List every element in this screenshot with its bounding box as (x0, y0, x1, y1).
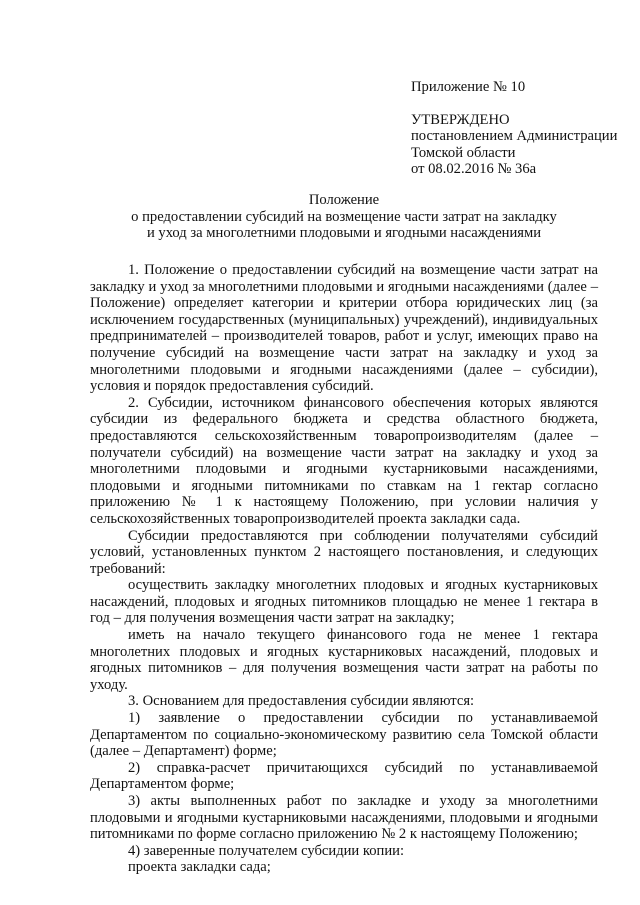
document-title (90, 192, 598, 242)
approval-block (411, 79, 631, 178)
approval-line-2: Томской области (411, 144, 516, 161)
appendix-number: Приложение № 10 (411, 79, 526, 95)
paragraph-8: 2) справка-расчет причитающихся субсидий по устанавливаемой Департаментом форме; (90, 759, 598, 793)
approved-stamp-text: УТВЕРЖДЕНО (411, 111, 510, 128)
paragraph-4: осуществить закладку многолетних плодовых и ягодных кустарниковых насаждений, плодовых и ягодных питомников площадью не менее 1 гектара в год – для получения возмещения части затрат на закладку; (90, 577, 598, 627)
approval-line-1: постановлением Администрации (411, 128, 618, 145)
title-line-1: Положение (308, 192, 380, 208)
title-line-3: и уход за многолетними плодовыми и ягодными насаждениями (146, 225, 542, 242)
paragraph-11: проекта закладки сада; (128, 859, 271, 876)
paragraph-9: 3) акты выполненных работ по закладке и уходу за многолетними плодовыми и ягодными кустарниковыми насаждениями, плодовыми и ягодными питомниками по форме согласно приложению № 2 к настоящему Положению; (90, 793, 598, 843)
paragraph-7: 1) заявление о предоставлении субсидии по устанавливаемой Департаментом по социально-экономическому развитию села Томской области (далее – Департамент) форме; (90, 710, 598, 760)
paragraph-5: иметь на начало текущего финансового года не менее 1 гектара многолетних плодовых и ягодных кустарниковых насаждений, плодовых и ягодных питомников – для получения возмещения части затрат на работы по уходу. (90, 627, 598, 693)
paragraph-1: 1. Положение о предоставлении субсидий на возмещение части затрат на закладку и уход за многолетними плодовыми и ягодными насаждениями (далее – Положение) определяет категории и критерии отбора юридических лиц (за исключением государственных (муниципальных) учреждений), индивидуальных предпринимателей – производителей товаров, работ и услуг, имеющих право на получение субсидий на возмещение части затрат на закладку и уход за многолетними плодовыми и ягодными насаждениями (далее – субсидии), условия и порядок предоставления субсидий. (90, 262, 598, 395)
paragraph-6: 3. Основанием для предоставления субсидии являются: (128, 693, 475, 710)
spacer (411, 96, 631, 112)
title-line-2: о предоставлении субсидий на возмещение части затрат на закладку (131, 208, 557, 225)
approval-line-3: от 08.02.2016 № 36а (411, 161, 537, 178)
paragraph-3: Субсидии предоставляются при соблюдении получателями субсидий условий, установленных пунктом 2 настоящего постановления, и следующих требований: (90, 527, 598, 577)
paragraph-2: 2. Субсидии, источником финансового обеспечения которых являются субсидии из федерального бюджета и средства областного бюджета, предоставляются сельскохозяйственным товаропроизводителям (далее – получатели субсидий) на возмещение части затрат на закладку и уход за многолетними плодовыми и ягодными кустарниковыми насаждениями, плодовыми и ягодными питомниками по ставкам на 1 гектар согласно приложению № 1 к настоящему Положению, при условии наличия у сельскохозяйственных товаропроизводителей проекта закладки сада. (90, 394, 598, 527)
paragraph-10: 4) заверенные получателем субсидии копии: (128, 842, 405, 859)
document-body (90, 262, 598, 876)
